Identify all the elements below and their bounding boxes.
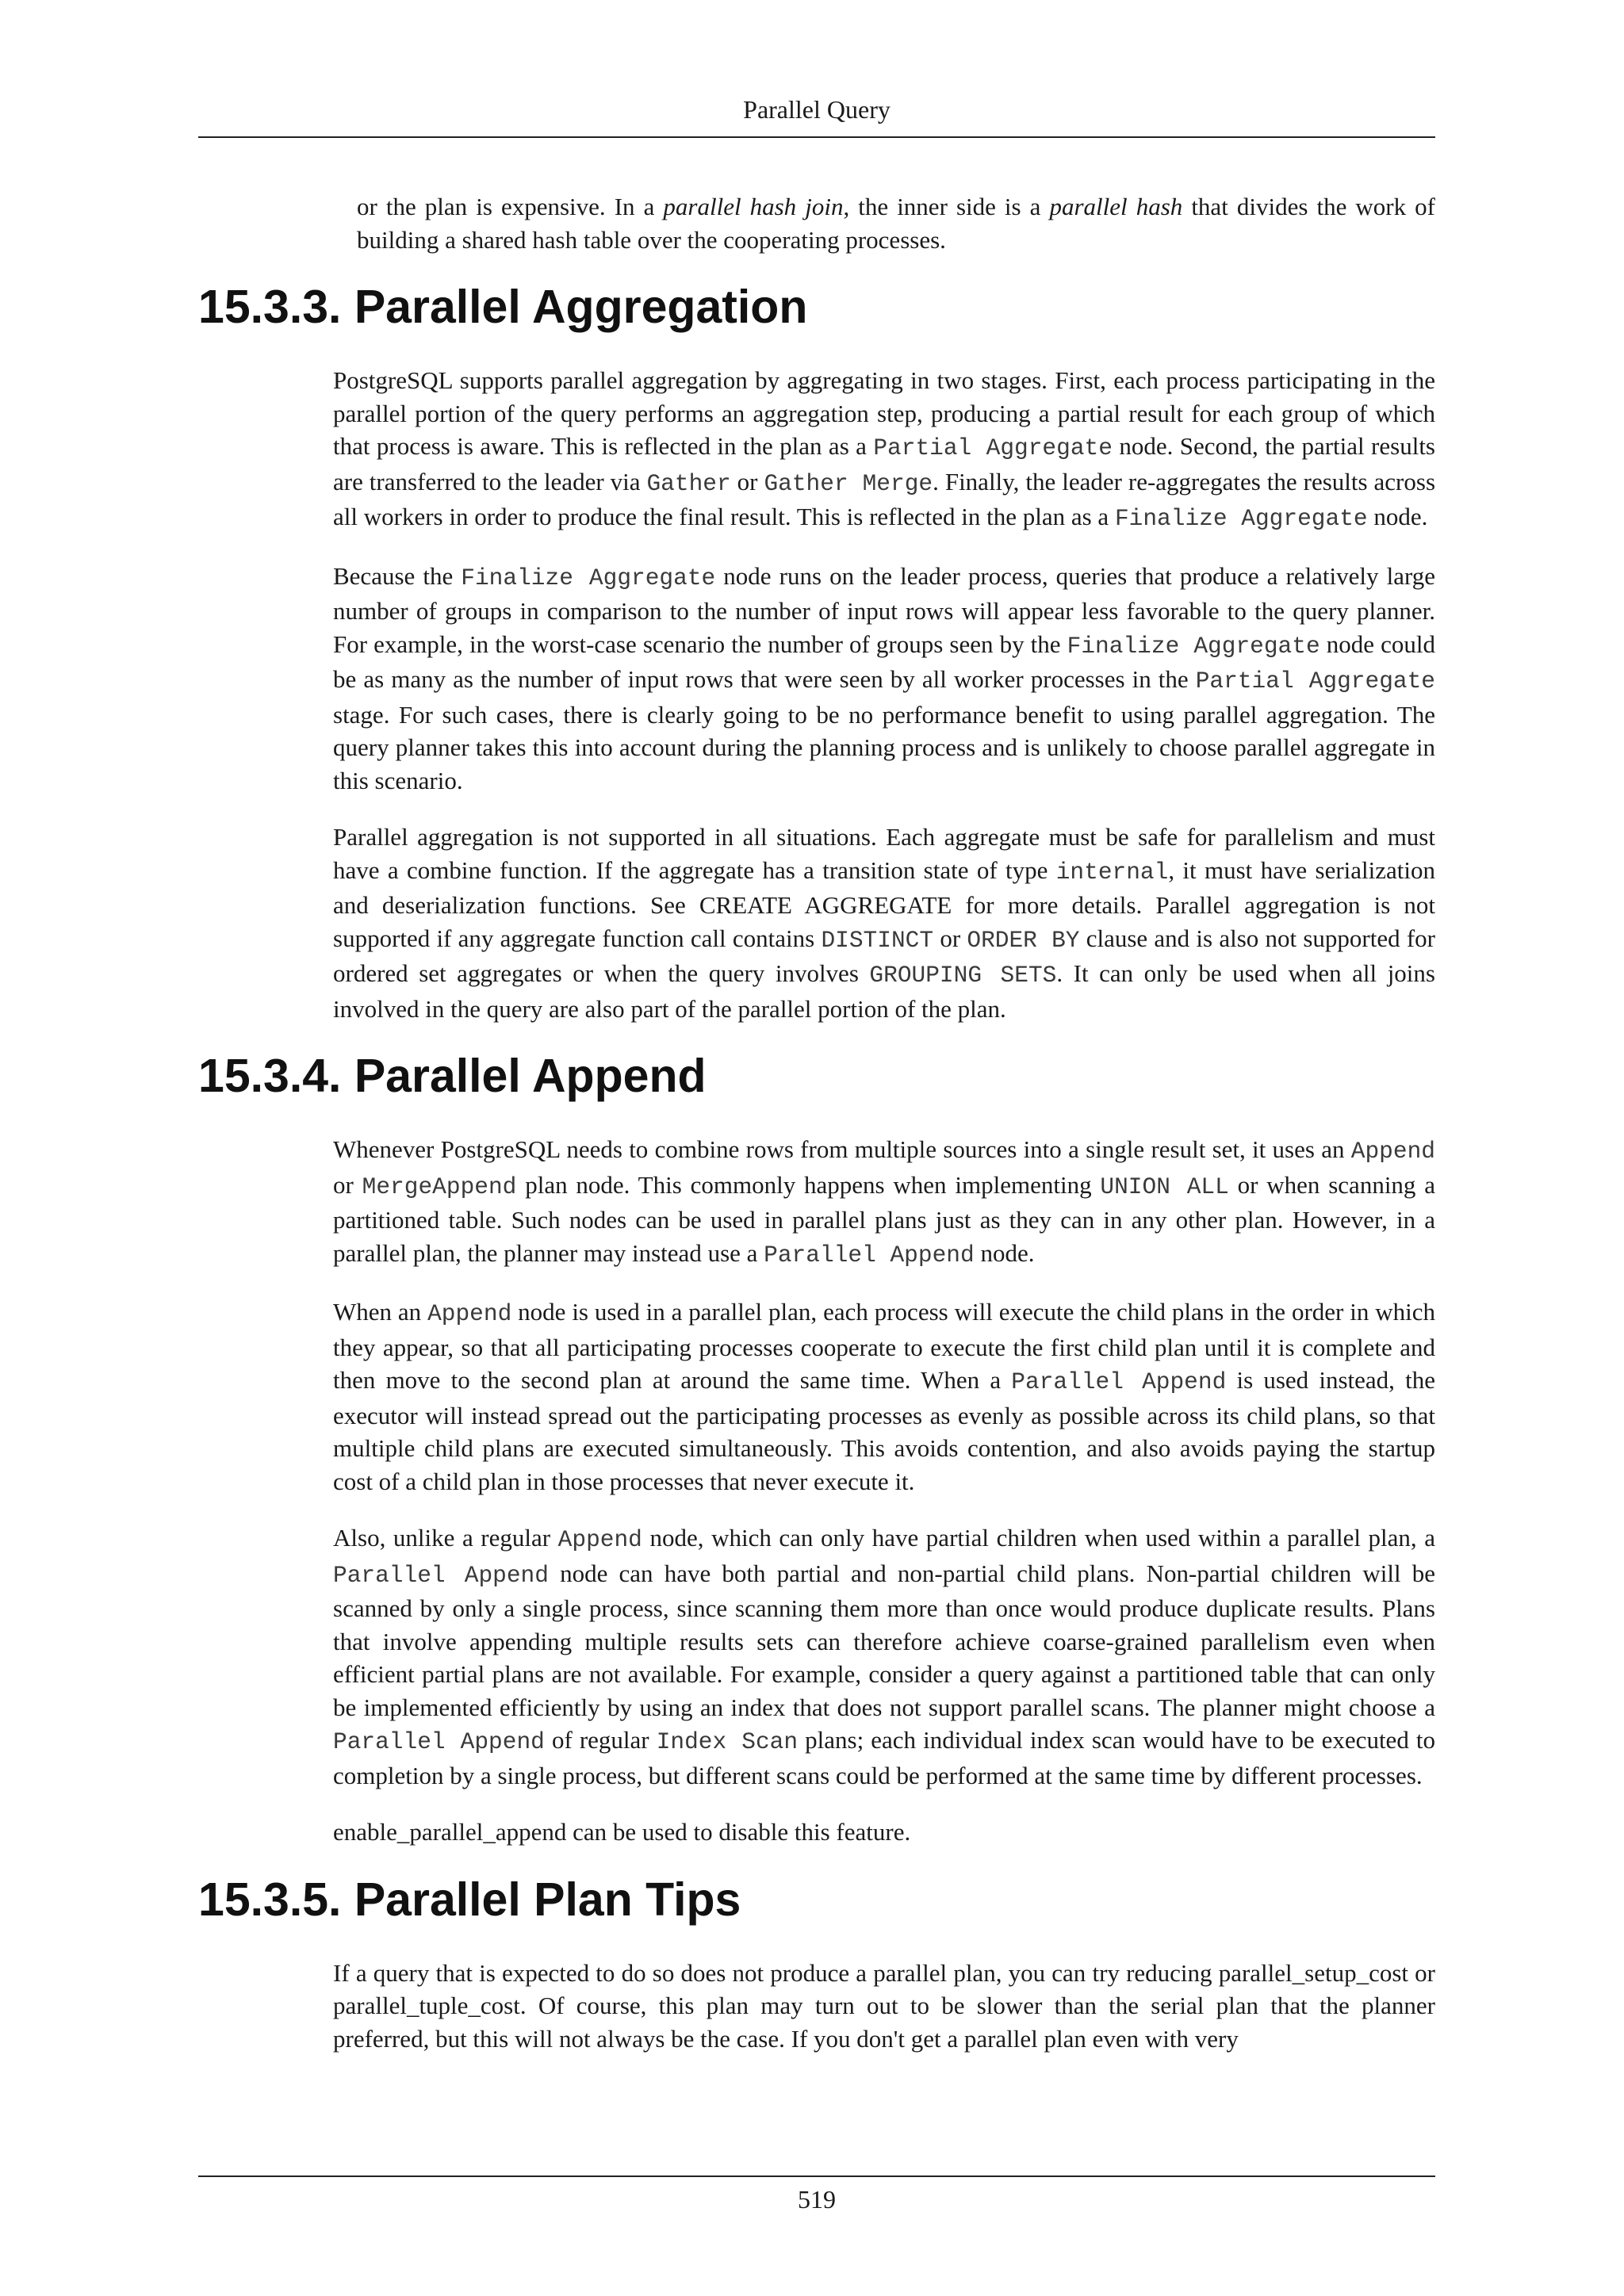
- code-literal: Parallel Append: [1011, 1368, 1227, 1395]
- section-heading-parallel-aggregation: 15.3.3. Parallel Aggregation: [198, 281, 808, 333]
- text-run: node can have both partial and non-partial child plans. Non-partial children will be scanned by only a single process, since scanning them more than once would produce duplicate results. Plans that involve appending multiple results sets can therefore achieve coarse-grained parallelism even when efficient partial plans are not available. For example, consider a query against a partitioned table that can only be implemented efficiently by using an index that does not support parallel scans. The planner might choose a: [333, 1559, 1435, 1721]
- text-run: Because the: [333, 561, 462, 590]
- text-run: . Finally, the leader re-aggregates the results across all workers in order to produce the final result. This is reflected in the plan as a: [333, 467, 1436, 530]
- footer-rule: [198, 2175, 1435, 2177]
- text-run: plan node. This commonly happens when implementing: [516, 1170, 1101, 1199]
- code-literal: Parallel Append: [333, 1561, 549, 1589]
- paragraph: [198, 1295, 1435, 1498]
- text-run: , it must have serialization and deserialization functions. See CREATE AGGREGATE for more details. Parallel aggregation is not supported if any aggregate function call contains: [333, 855, 1435, 952]
- code-literal: ORDER BY: [967, 926, 1080, 954]
- text-run: or: [730, 467, 764, 496]
- code-literal: Append: [427, 1300, 512, 1327]
- text-run: or: [933, 924, 967, 952]
- text-run: node.: [974, 1238, 1035, 1267]
- code-literal: Finalize Aggregate: [1114, 505, 1368, 532]
- code-literal: internal: [1055, 858, 1169, 886]
- intro-paragraph: [198, 190, 1435, 256]
- code-literal: Finalize Aggregate: [1067, 632, 1320, 660]
- paragraph: [198, 364, 1435, 536]
- code-literal: Index Scan: [656, 1728, 799, 1755]
- text-run: node is used in a parallel plan, each process will execute the child plans in the order in which they appear, so that all participating processes cooperate to execute the first child plan until it is complete and then move to the second plan at around the same time. When a: [333, 1298, 1436, 1394]
- text-run: If a query that is expected to do so does not produce a parallel plan, you can try reducing parallel_setup_cost or parallel_tuple_cost. Of course, this plan may turn out to be slower than the serial plan that the planner preferred, but this will not always be the case. If you don't get a parallel plan even with very: [333, 1958, 1435, 2053]
- header-rule: [198, 136, 1435, 138]
- text-run: plans; each individual index scan would have to be executed to completion by a single process, but different scans could be performed at the same time by different processes.: [333, 1726, 1436, 1789]
- code-literal: Parallel Append: [764, 1241, 975, 1269]
- section-heading-parallel-append: 15.3.4. Parallel Append: [198, 1050, 707, 1102]
- text-run: Whenever PostgreSQL needs to combine rows from multiple sources into a single result set, it uses an: [333, 1135, 1351, 1163]
- running-header: Parallel Query: [743, 95, 891, 124]
- code-literal: Finalize Aggregate: [461, 564, 716, 591]
- text-run: node runs on the leader process, queries that produce a relatively large number of groups in comparison to the number of input rows will appear less favorable to the query planner. For example, in the worst-case scenario the number of groups seen by the: [333, 561, 1435, 658]
- text-run: clause and is also not supported for ordered set aggregates or when the query involves: [333, 924, 1435, 987]
- code-literal: UNION ALL: [1100, 1173, 1229, 1200]
- text-run: Parallel aggregation is not supported in all situations. Each aggregate must be safe for parallelism and must have a combine function. If the aggregate has a transition state of type: [333, 823, 1435, 884]
- text-run: that divides the work of building a shared hash table over the cooperating processes.: [357, 193, 1435, 254]
- text-run: PostgreSQL supports parallel aggregation by aggregating in two stages. First, each process participating in the parallel portion of the query performs an aggregation step, producing a partial result for each group of which that process is aware. This is reflected in the plan as a: [333, 366, 1435, 460]
- code-literal: Gather: [646, 469, 731, 497]
- page-content: [198, 190, 1435, 2079]
- code-literal: DISTINCT: [821, 926, 934, 954]
- text-run: stage. For such cases, there is clearly going to be no performance benefit to using parallel aggregation. The query planner takes this into account during the planning process and is unlikely to choose parallel aggregate in this scenario.: [333, 700, 1435, 794]
- page-number: 519: [798, 2185, 836, 2214]
- text-run: , the inner side is a: [843, 193, 1050, 220]
- text-run: is used instead, the executor will instead spread out the participating processes as evenly as possible across its child plans, so that multiple child plans are executed simultaneously. This avoids contention, and also avoids paying the startup cost of a child plan in those processes that never execute it.: [333, 1366, 1436, 1495]
- text-run: . It can only be used when all joins involved in the query are also part of the parallel portion of the plan.: [333, 959, 1435, 1023]
- paragraph: [198, 560, 1435, 798]
- code-literal: Append: [557, 1526, 642, 1553]
- text-run: When an: [333, 1298, 428, 1326]
- text-run: node, which can only have partial children when used within a parallel plan, a: [642, 1524, 1435, 1552]
- code-literal: Parallel Append: [333, 1728, 545, 1755]
- code-literal: Gather Merge: [764, 469, 933, 497]
- code-literal: Partial Aggregate: [873, 434, 1113, 461]
- paragraph: [198, 1816, 1435, 1849]
- text-run: or when scanning a partitioned table. Such nodes can be used in parallel plans just as they can in any other plan. However, in a parallel plan, the planner may instead use a: [333, 1170, 1436, 1267]
- text-run: node could be as many as the number of input rows that were seen by all worker processes in the: [333, 629, 1436, 693]
- text-run: of regular: [544, 1726, 657, 1754]
- paragraph: [198, 1521, 1435, 1792]
- paragraph: [198, 821, 1435, 1025]
- term-parallel-hash: parallel hash: [1049, 193, 1183, 220]
- paragraph: [198, 1957, 1435, 2056]
- code-literal: MergeAppend: [362, 1173, 517, 1200]
- text-run: or the plan is expensive. In a: [357, 193, 664, 220]
- paragraph: [198, 1133, 1435, 1272]
- code-literal: GROUPING SETS: [869, 962, 1057, 989]
- text-run: enable_parallel_append can be used to disable this feature.: [333, 1818, 911, 1846]
- text-run: Also, unlike a regular: [333, 1524, 558, 1552]
- code-literal: Append: [1350, 1138, 1435, 1165]
- term-parallel-hash-join: parallel hash join: [663, 193, 844, 220]
- text-run: or: [333, 1170, 362, 1199]
- section-heading-parallel-plan-tips: 15.3.5. Parallel Plan Tips: [198, 1873, 741, 1926]
- text-run: node. Second, the partial results are transferred to the leader via: [333, 432, 1435, 496]
- code-literal: Partial Aggregate: [1195, 668, 1436, 695]
- text-run: node.: [1367, 503, 1428, 530]
